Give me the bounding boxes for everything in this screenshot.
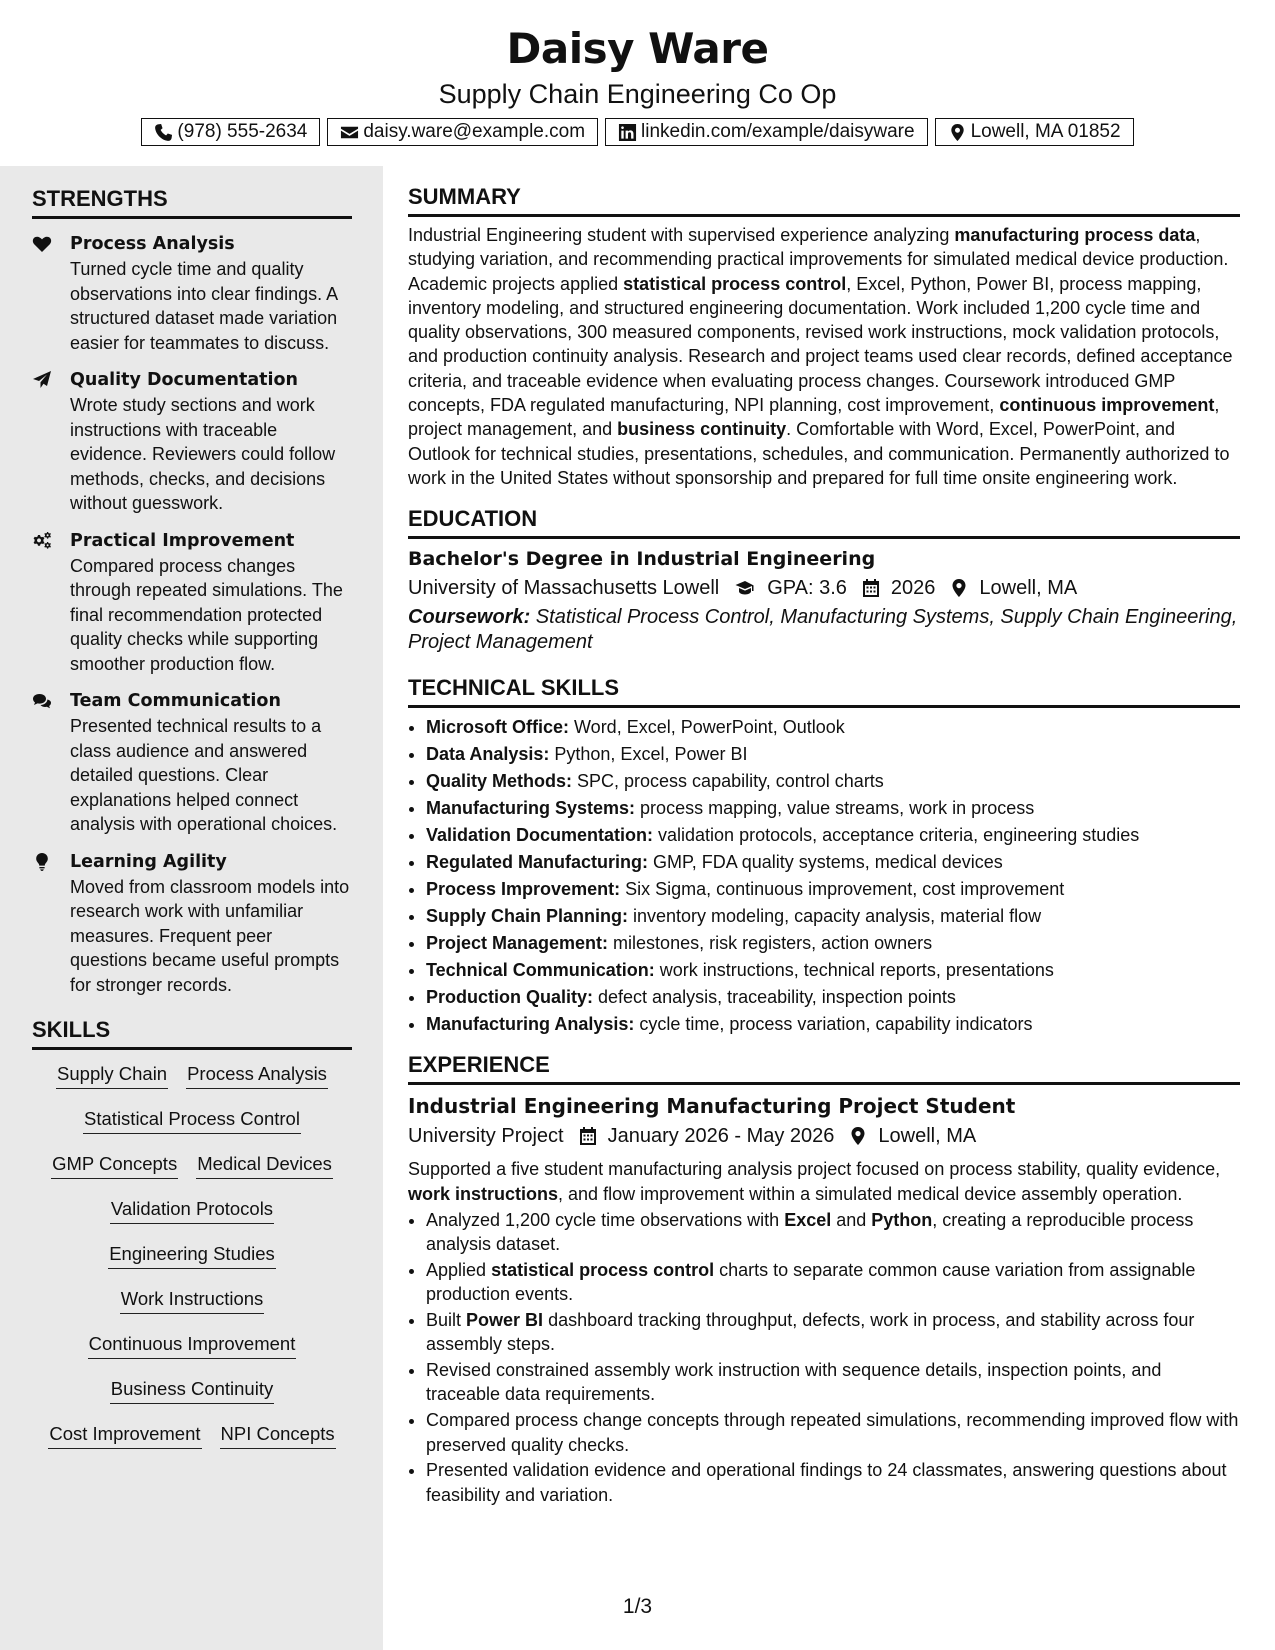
education-meta: [408, 573, 1240, 603]
job-intro: Supported a five student manufacturing analysis project focused on process stability, quality evidence, work instructions, and flow improvement within a simulated medical device assembly operation.: [408, 1159, 1221, 1204]
paper-plane-icon: [32, 370, 52, 390]
list-item: • Project Management: milestones, risk registers, action owners: [426, 930, 1240, 957]
education-title: EDUCATION: [408, 504, 1240, 539]
lightbulb-icon: [32, 852, 52, 872]
list-item: • Manufacturing Analysis: cycle time, process variation, capability indicators: [426, 1011, 1240, 1038]
skill-tag: GMP Concepts: [51, 1150, 178, 1179]
summary-title: SUMMARY: [408, 182, 1240, 217]
main-column: [408, 166, 1240, 1508]
gpa: GPA: 3.6: [767, 577, 847, 600]
skills-cloud: [32, 1060, 352, 1465]
education-location: Lowell, MA: [979, 577, 1078, 600]
list-item: • Supply Chain Planning: inventory modeling, capacity analysis, material flow: [426, 903, 1240, 930]
list-item: • Microsoft Office: Word, Excel, PowerPoint, Outlook: [426, 714, 1240, 741]
contact-location-text: Lowell, MA 01852: [970, 121, 1121, 142]
list-item: • Built Power BI dashboard tracking throughput, defects, work in process, and stability across four assembly steps.: [426, 1308, 1240, 1357]
sidebar: [0, 166, 383, 1650]
list-item: • Analyzed 1,200 cycle time observations with Excel and Python, creating a reproducible process analysis dataset.: [426, 1208, 1240, 1257]
contact-linkedin[interactable]: [605, 118, 928, 146]
technical-skills-title: TECHNICAL SKILLS: [408, 673, 1240, 708]
strength-desc: Compared process changes through repeated simulations. The final recommendation protected quality checks while supporting smoother production flow.: [70, 555, 343, 674]
list-item: • Production Quality: defect analysis, traceability, inspection points: [426, 984, 1240, 1011]
list-item: • Applied statistical process control charts to separate common cause variation from assignable production events.: [426, 1258, 1240, 1307]
summary-text: Industrial Engineering student with supervised experience analyzing manufacturing process data, studying variation, and recommending practical improvements for simulated medical device production. Academic projects applied statistical process control, Excel, Python, Power BI, process mapping, inventory modeling, and structured engineering documentation. Work included 1,200 cycle time and quality observations, 300 measured components, revised work instructions, mock validation protocols, and production continuity analysis. Research and project teams used clear records, defined acceptance criteria, and traceable evidence when evaluating process changes. Coursework introduced GMP concepts, FDA regulated manufacturing, NPI planning, cost improvement, continuous improvement, project management, and business continuity. Comfortable with Word, Excel, PowerPoint, and Outlook for technical studies, presentations, schedules, and communication. Permanently authorized to work in the United States without sponsorship and prepared for full time onsite engineering work.: [408, 225, 1233, 488]
contact-email-text: daisy.ware@example.com: [363, 121, 586, 142]
strength-item: [32, 688, 352, 837]
skill-tag: NPI Concepts: [220, 1420, 336, 1449]
graduation-year: 2026: [890, 577, 936, 600]
school-name: University of Massachusetts Lowell: [408, 577, 720, 600]
strength-title: Quality Documentation: [70, 370, 298, 390]
job-location: Lowell, MA: [878, 1125, 977, 1148]
list-item: • Compared process change concepts through repeated simulations, recommending improved flow with preserved quality checks.: [426, 1408, 1240, 1457]
strength-item: [32, 231, 352, 355]
contact-bar: [0, 118, 1275, 146]
skill-tag: Validation Protocols: [110, 1195, 274, 1224]
skill-tag: Process Analysis: [186, 1060, 328, 1089]
contact-phone[interactable]: [141, 118, 320, 146]
heart-icon: [32, 234, 52, 254]
job-org: University Project: [408, 1125, 564, 1148]
list-item: • Quality Methods: SPC, process capability, control charts: [426, 768, 1240, 795]
strength-item: [32, 367, 352, 516]
job-dates: January 2026 - May 2026: [607, 1125, 835, 1148]
list-item: • Presented validation evidence and operational findings to 24 classmates, answering questions about feasibility and variation.: [426, 1458, 1240, 1507]
strength-desc: Presented technical results to a class audience and answered detailed questions. Clear explanations helped connect analysis with operational choices.: [70, 716, 338, 834]
skill-tag: Work Instructions: [120, 1285, 265, 1314]
strength-title: Process Analysis: [70, 234, 235, 254]
strength-desc: Moved from classroom models into research work with unfamiliar measures. Frequent peer questions became useful prompts for stronger records.: [70, 876, 350, 995]
map-pin-icon: [848, 1126, 868, 1146]
strength-title: Practical Improvement: [70, 530, 295, 551]
strength-desc: Wrote study sections and work instructions with traceable evidence. Reviewers could follow methods, checks, and decisions without guesswork.: [70, 395, 336, 513]
experience-title: EXPERIENCE: [408, 1050, 1240, 1085]
calendar-icon: [578, 1126, 598, 1146]
strength-desc: Turned cycle time and quality observations into clear findings. A structured dataset made variation easier for teammates to discuss.: [70, 259, 338, 353]
skill-tag: Cost Improvement: [48, 1420, 201, 1449]
list-item: • Data Analysis: Python, Excel, Power BI: [426, 741, 1240, 768]
skill-tag: Business Continuity: [110, 1375, 274, 1404]
skill-tag: Engineering Studies: [108, 1240, 276, 1269]
job-meta: [408, 1121, 1240, 1151]
job-title: Industrial Engineering Manufacturing Project Student: [408, 1094, 1016, 1119]
job-bullets: [408, 1208, 1240, 1507]
list-item: • Validation Documentation: validation protocols, acceptance criteria, engineering studies: [426, 822, 1240, 849]
skill-tag: Medical Devices: [196, 1150, 333, 1179]
page-number: 1/3: [622, 1595, 653, 1618]
skill-tag: Continuous Improvement: [88, 1330, 297, 1359]
strength-item: [32, 849, 352, 998]
list-item: • Process Improvement: Six Sigma, continuous improvement, cost improvement: [426, 876, 1240, 903]
map-pin-icon: [949, 578, 969, 598]
contact-location[interactable]: [935, 118, 1134, 146]
coursework: Coursework: Statistical Process Control, Manufacturing Systems, Supply Chain Engineering, Project Management: [408, 606, 1238, 654]
resume-header: [0, 0, 1275, 142]
skill-tag: Statistical Process Control: [83, 1105, 301, 1134]
calendar-icon: [861, 578, 881, 598]
strength-title: Learning Agility: [70, 851, 227, 872]
list-item: • Technical Communication: work instructions, technical reports, presentations: [426, 957, 1240, 984]
envelope-icon: [340, 123, 359, 142]
skills-title: SKILLS: [32, 1015, 352, 1050]
contact-email[interactable]: [327, 118, 598, 146]
skill-tag: Supply Chain: [56, 1060, 168, 1089]
list-item: • Revised constrained assembly work instruction with sequence details, inspection points, and traceable data requirements.: [426, 1358, 1240, 1407]
comments-icon: [32, 691, 52, 711]
gears-icon: [32, 531, 52, 551]
phone-icon: [154, 123, 173, 142]
candidate-subtitle: Supply Chain Engineering Co Op: [438, 79, 837, 109]
list-item: • Manufacturing Systems: process mapping, value streams, work in process: [426, 795, 1240, 822]
list-item: • Regulated Manufacturing: GMP, FDA quality systems, medical devices: [426, 849, 1240, 876]
map-pin-icon: [948, 123, 967, 142]
degree: Bachelor's Degree in Industrial Engineering: [408, 548, 876, 571]
technical-skills-list: [408, 714, 1240, 1038]
contact-phone-text: (978) 555-2634: [177, 121, 308, 142]
linkedin-icon: [618, 123, 637, 142]
graduation-cap-icon: [733, 578, 757, 598]
candidate-name: Daisy Ware: [506, 24, 769, 73]
contact-linkedin-text: linkedin.com/example/daisyware: [641, 121, 915, 142]
strengths-title: STRENGTHS: [32, 184, 352, 219]
strength-title: Team Communication: [70, 691, 281, 711]
strength-item: [32, 528, 352, 677]
